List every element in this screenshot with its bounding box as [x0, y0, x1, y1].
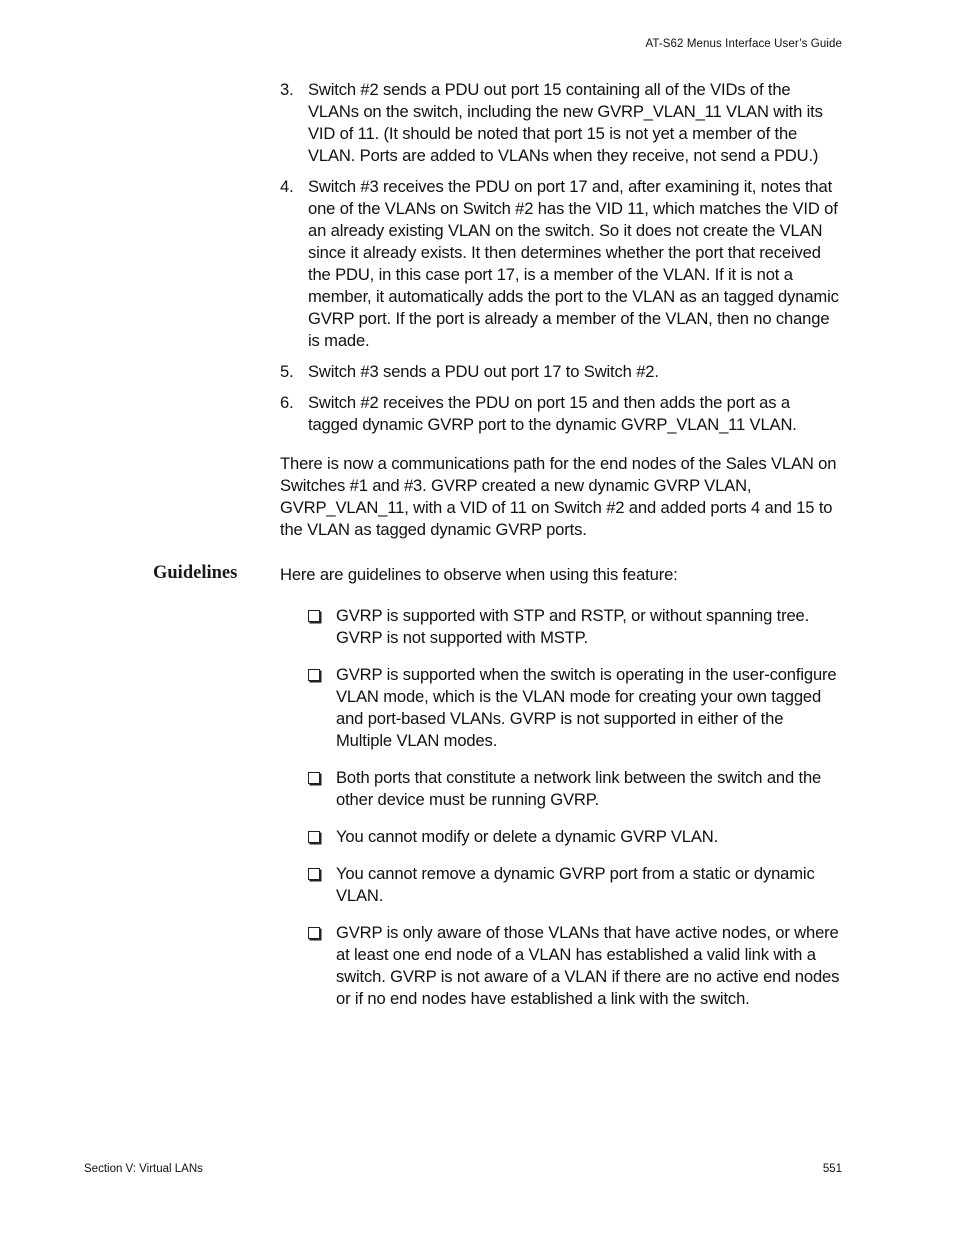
- checkbox-bullet-icon: [308, 831, 320, 843]
- step-text: Switch #3 sends a PDU out port 17 to Switch #2.: [308, 362, 659, 381]
- guideline-item: [308, 922, 842, 1010]
- step-text: Switch #3 receives the PDU on port 17 and, after examining it, notes that one of the VLANs on Switch #2 has the VID 11, which matches the VID of an already existing VLAN on the switch. So it does not create the VLAN since it already exists. It then determines whether the port that received the PDU, in this case port 17, is a member of the VLAN. If it is not a member, it automatically adds the port to the VLAN as an tagged dynamic GVRP port. If the port is already a member of the VLAN, then no change is made.: [308, 177, 839, 350]
- guideline-text: GVRP is supported when the switch is operating in the user-configure VLAN mode, which is the VLAN mode for creating your own tagged and port-based VLANs. GVRP is not supported in either of the Multiple VLAN modes.: [336, 665, 837, 750]
- step-number: 3.: [280, 80, 294, 99]
- summary-paragraph: There is now a communications path for the end nodes of the Sales VLAN on Switches #1 and #3. GVRP created a new dynamic GVRP VLAN, GVRP_VLAN_11, with a VID of 11 on Switch #2 and added ports 4 and 15 to the VLAN as tagged dynamic GVRP ports.: [280, 454, 837, 539]
- step-number: 5.: [280, 362, 294, 381]
- step-item: [280, 176, 842, 352]
- page-number: 551: [822, 1163, 842, 1175]
- guideline-item: [308, 863, 842, 907]
- guideline-item: [308, 826, 842, 848]
- step-number: 4.: [280, 177, 294, 196]
- checkbox-bullet-icon: [308, 868, 320, 880]
- guideline-text: Both ports that constitute a network link between the switch and the other device must be running GVRP.: [336, 768, 822, 809]
- guideline-text: You cannot modify or delete a dynamic GVRP VLAN.: [336, 827, 719, 846]
- step-item: [280, 361, 842, 383]
- checkbox-bullet-icon: [308, 669, 320, 681]
- step-item: [280, 392, 842, 436]
- guideline-item: [308, 664, 842, 752]
- guideline-text: GVRP is only aware of those VLANs that have active nodes, or where at least one end node of a VLAN has established a valid link with a switch. GVRP is not aware of a VLAN if there are no active end nodes or if no end nodes have established a link with the switch.: [336, 923, 840, 1008]
- checkbox-bullet-icon: [308, 927, 320, 939]
- numbered-steps: [280, 79, 842, 445]
- footer-section: Section V: Virtual LANs: [84, 1163, 203, 1175]
- step-text: Switch #2 receives the PDU on port 15 and then adds the port as a tagged dynamic GVRP port to the dynamic GVRP_VLAN_11 VLAN.: [308, 393, 797, 434]
- guidelines-intro: Here are guidelines to observe when using this feature:: [280, 565, 678, 584]
- guideline-item: [308, 767, 842, 811]
- guidelines-list: [308, 605, 842, 1025]
- guideline-item: [308, 605, 842, 649]
- checkbox-bullet-icon: [308, 610, 320, 622]
- checkbox-bullet-icon: [308, 772, 320, 784]
- step-text: Switch #2 sends a PDU out port 15 containing all of the VIDs of the VLANs on the switch, including the new GVRP_VLAN_11 VLAN with its VID of 11. (It should be noted that port 15 is not yet a member of the VLAN. Ports are added to VLANs when they receive, not send a PDU.): [308, 80, 823, 165]
- guideline-text: GVRP is supported with STP and RSTP, or without spanning tree. GVRP is not supported with MSTP.: [336, 606, 810, 647]
- guideline-text: You cannot remove a dynamic GVRP port from a static or dynamic VLAN.: [336, 864, 815, 905]
- guidelines-heading: Guidelines: [153, 563, 238, 583]
- step-number: 6.: [280, 393, 294, 412]
- running-header: AT-S62 Menus Interface User’s Guide: [645, 38, 842, 50]
- step-item: [280, 79, 842, 167]
